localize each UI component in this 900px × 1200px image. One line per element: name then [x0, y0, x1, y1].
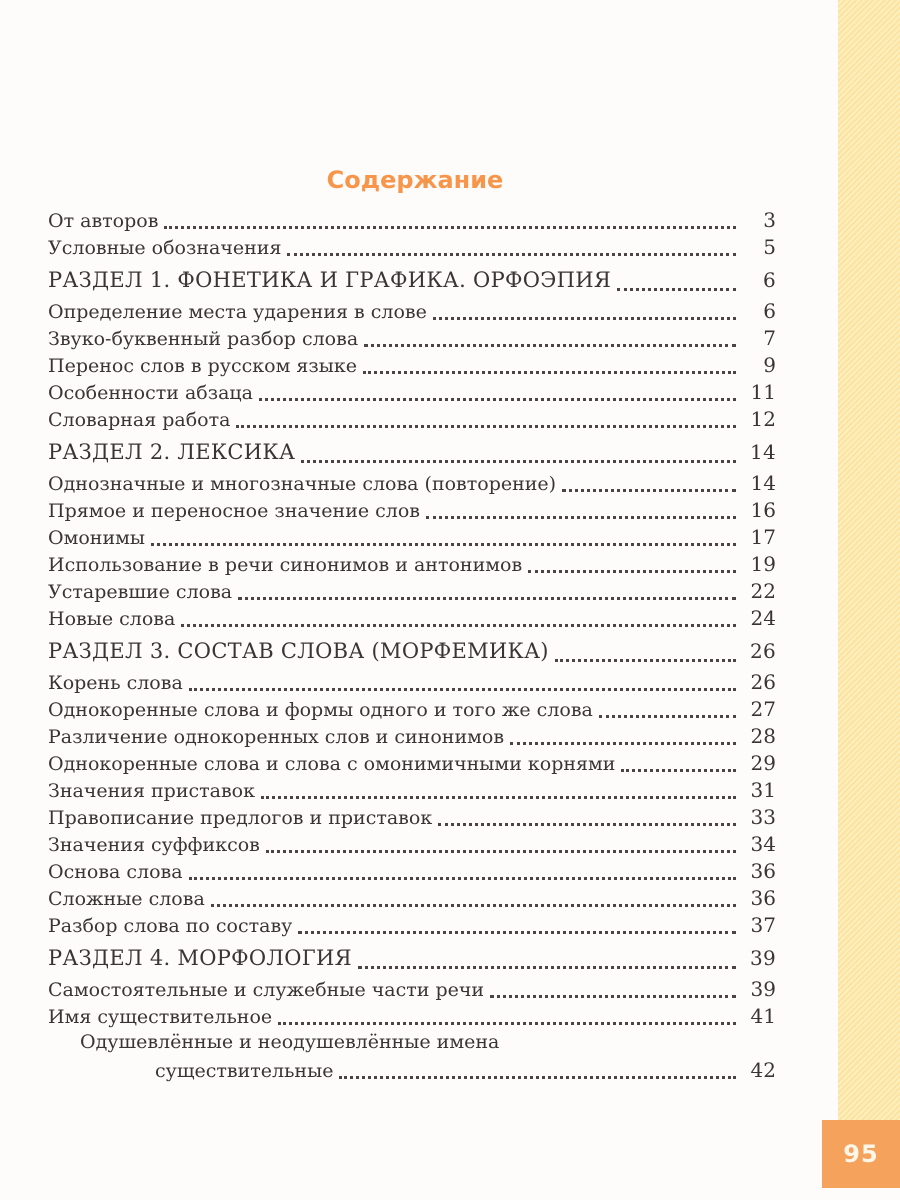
dot-leader: [181, 624, 736, 627]
toc-entry-label: Словарная работа: [48, 409, 231, 431]
dot-leader: [490, 995, 736, 998]
toc-entry-label: Новые слова: [48, 608, 176, 630]
dot-leader: [438, 823, 736, 826]
page-title: Содержание: [326, 166, 504, 194]
toc-page-number: 41: [750, 1004, 776, 1028]
toc-entry-label: Особенности абзаца: [48, 382, 253, 404]
toc-page-number: 19: [750, 552, 776, 576]
dot-leader: [236, 425, 736, 428]
toc-entry-label: Правописание предлогов и приставок: [48, 807, 433, 829]
toc-page-number: 37: [750, 913, 776, 937]
toc-page-number: 36: [750, 859, 776, 883]
dot-leader: [599, 715, 736, 718]
toc-entry-label: Корень слова: [48, 672, 183, 694]
dot-leader: [164, 226, 736, 229]
toc-page-number: 9: [763, 353, 776, 377]
toc-page-number: 7: [763, 326, 776, 350]
toc-row[interactable]: [48, 977, 776, 1004]
toc-row[interactable]: [48, 859, 776, 886]
toc-page-number: 33: [750, 805, 776, 829]
toc-page-number: 11: [750, 380, 776, 404]
toc-section-row[interactable]: [48, 268, 776, 299]
table-of-contents: [48, 208, 776, 1085]
toc-row[interactable]: [48, 805, 776, 832]
toc-entry-label: Разбор слова по составу: [48, 915, 293, 937]
toc-page-number: 3: [763, 208, 776, 232]
dot-leader: [261, 796, 736, 799]
dot-leader: [211, 904, 736, 907]
toc-row[interactable]: [48, 606, 776, 633]
toc-entry-label: Однозначные и многозначные слова (повторение): [48, 473, 557, 495]
toc-section-row[interactable]: [48, 946, 776, 977]
toc-page-number: 5: [763, 235, 776, 259]
toc-entry-label: Однокоренные слова и слова с омонимичными корнями: [48, 753, 616, 775]
toc-section-row[interactable]: [48, 440, 776, 471]
toc-entry-label: Омонимы: [48, 527, 146, 549]
toc-entry-label: Значения суффиксов: [48, 834, 260, 856]
toc-row[interactable]: [48, 751, 776, 778]
toc-row[interactable]: [48, 778, 776, 805]
toc-entry-label: РАЗДЕЛ 4. МОРФОЛОГИЯ: [48, 946, 352, 970]
dot-leader: [189, 877, 736, 880]
toc-row[interactable]: [48, 724, 776, 751]
dot-leader: [426, 516, 736, 519]
toc-entry-label: Устаревшие слова: [48, 581, 233, 603]
toc-page-number: 39: [749, 946, 776, 970]
dot-leader: [363, 371, 736, 374]
toc-entry-label: Сложные слова: [48, 888, 205, 910]
toc-page-number: 27: [750, 697, 776, 721]
toc-entry-label: Различение однокоренных слов и синонимов: [48, 726, 505, 748]
dot-leader: [358, 966, 736, 969]
toc-row[interactable]: [48, 498, 776, 525]
dot-leader: [238, 597, 736, 600]
toc-row[interactable]: [48, 407, 776, 434]
toc-page-number: 22: [750, 579, 776, 603]
toc-entry-label: Значения приставок: [48, 780, 255, 802]
dot-leader: [621, 769, 736, 772]
toc-entry-label: Имя существительное: [48, 1006, 273, 1028]
dot-leader: [259, 398, 736, 401]
dot-leader: [266, 850, 736, 853]
dot-leader: [278, 1022, 736, 1025]
toc-row[interactable]: [48, 1004, 776, 1031]
toc-page-number: 14: [749, 440, 776, 464]
toc-entry-label: Прямое и переносное значение слов: [48, 500, 420, 522]
toc-row[interactable]: [48, 380, 776, 407]
toc-row[interactable]: [48, 913, 776, 940]
toc-row[interactable]: [48, 697, 776, 724]
dot-leader: [364, 344, 736, 347]
toc-page-number: 16: [750, 498, 776, 522]
toc-row[interactable]: [48, 326, 776, 353]
page-number: 95: [843, 1140, 879, 1168]
toc-page-number: 31: [750, 778, 776, 802]
toc-row[interactable]: [48, 299, 776, 326]
toc-row[interactable]: [48, 579, 776, 606]
toc-page-number: 34: [750, 832, 776, 856]
dot-leader: [555, 659, 736, 662]
toc-row[interactable]: [48, 525, 776, 552]
toc-entry-label: От авторов: [48, 210, 159, 232]
toc-page-number: 29: [750, 751, 776, 775]
toc-row[interactable]: [48, 832, 776, 859]
toc-entry-label: РАЗДЕЛ 3. СОСТАВ СЛОВА (МОРФЕМИКА): [48, 639, 549, 663]
dot-leader: [510, 742, 736, 745]
page-number-box: [822, 1120, 900, 1188]
toc-entry-label: Звуко-буквенный разбор слова: [48, 328, 359, 350]
toc-page-number: 6: [763, 299, 776, 323]
toc-page-number: 26: [749, 639, 776, 663]
toc-page-number: 17: [750, 525, 776, 549]
dot-leader: [339, 1076, 736, 1079]
dot-leader: [562, 489, 736, 492]
toc-page-number: 26: [750, 670, 776, 694]
toc-row[interactable]: [48, 353, 776, 380]
dot-leader: [433, 317, 736, 320]
dot-leader: [301, 460, 736, 463]
toc-entry-label: Определение места ударения в слове: [48, 301, 427, 323]
dot-leader: [617, 288, 736, 291]
toc-page-number: 14: [750, 471, 776, 495]
toc-row[interactable]: [48, 886, 776, 913]
toc-row[interactable]: [48, 1031, 776, 1058]
toc-entry-label: существительные: [155, 1060, 334, 1082]
toc-page-number: 12: [750, 407, 776, 431]
dot-leader: [151, 543, 736, 546]
toc-entry-label: Перенос слов в русском языке: [48, 355, 357, 377]
toc-row[interactable]: [48, 208, 776, 235]
dot-leader: [287, 253, 736, 256]
toc-entry-label: Однокоренные слова и формы одного и того же слова: [48, 699, 593, 721]
toc-entry-label: Использование в речи синонимов и антонимов: [48, 554, 523, 576]
toc-row[interactable]: [48, 552, 776, 579]
toc-page-number: 28: [750, 724, 776, 748]
toc-page-number: 24: [750, 606, 776, 630]
toc-entry-label: РАЗДЕЛ 1. ФОНЕТИКА И ГРАФИКА. ОРФОЭПИЯ: [48, 268, 612, 292]
toc-entry-label: Основа слова: [48, 861, 183, 883]
toc-row[interactable]: [48, 670, 776, 697]
toc-row[interactable]: [48, 1058, 776, 1085]
dot-leader: [189, 688, 736, 691]
dot-leader: [528, 570, 736, 573]
toc-row[interactable]: [48, 471, 776, 498]
toc-page-number: 36: [750, 886, 776, 910]
toc-page-number: 6: [762, 268, 776, 292]
toc-entry-label: Самостоятельные и служебные части речи: [48, 979, 485, 1001]
side-decor-strip: [838, 0, 900, 1120]
toc-page-number: 39: [750, 977, 776, 1001]
toc-entry-label: РАЗДЕЛ 2. ЛЕКСИКА: [48, 440, 296, 464]
toc-entry-label: Одушевлённые и неодушевлённые имена: [80, 1031, 500, 1053]
toc-section-row[interactable]: [48, 639, 776, 670]
dot-leader: [298, 931, 736, 934]
toc-entry-label: Условные обозначения: [48, 237, 282, 259]
toc-row[interactable]: [48, 235, 776, 262]
toc-page-number: 42: [750, 1058, 776, 1082]
